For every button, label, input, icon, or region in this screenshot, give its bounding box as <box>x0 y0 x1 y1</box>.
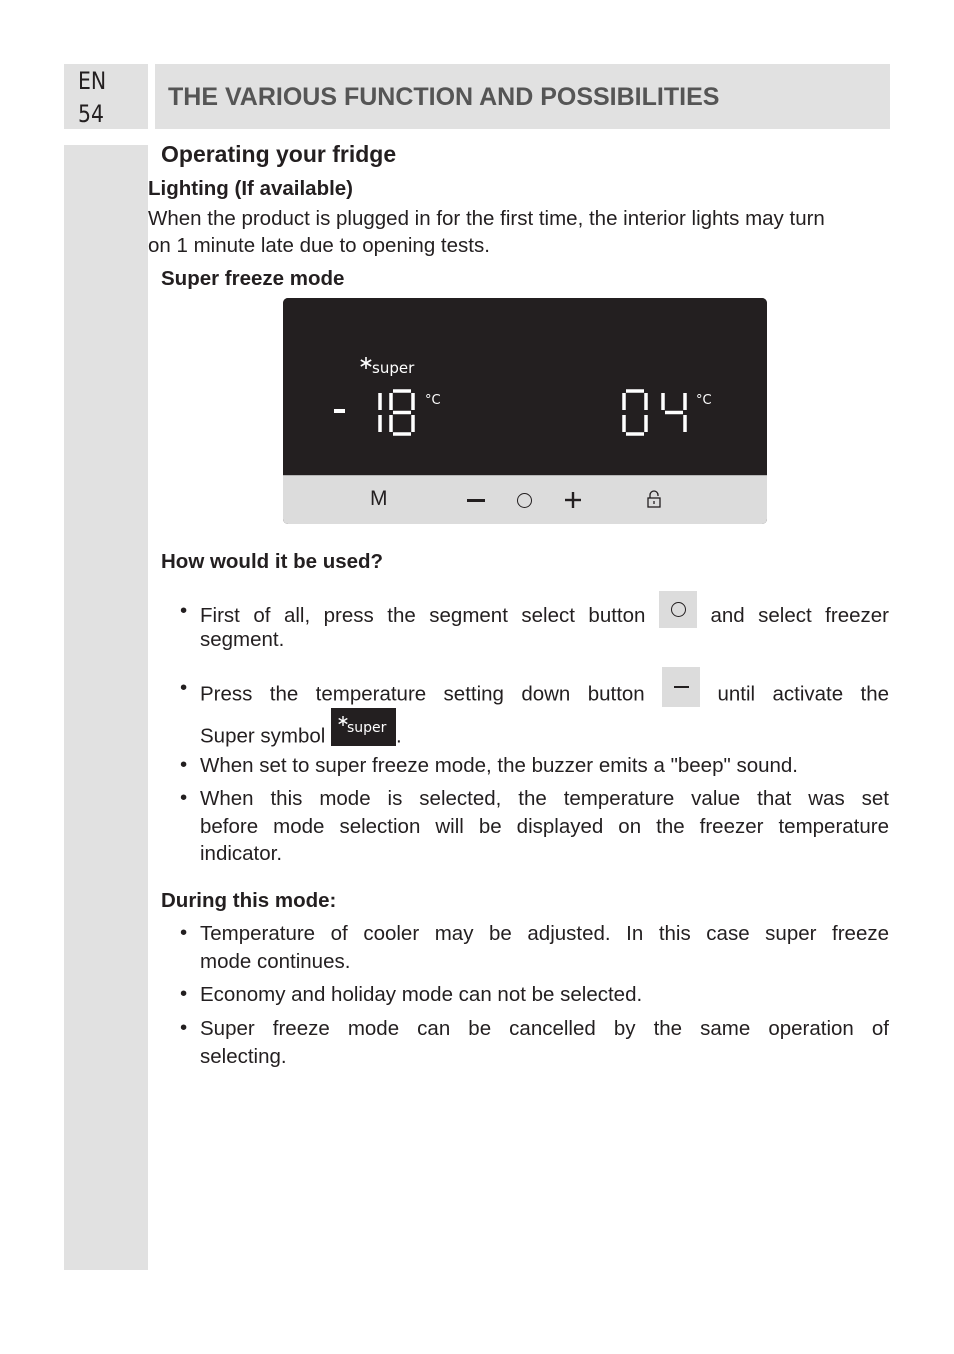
bullet: • <box>180 599 188 622</box>
freezer-digit-8 <box>391 391 413 434</box>
mode-button-label: M <box>370 487 388 510</box>
during-item-3-line1: Super freeze mode can be cancelled by the same operation of <box>200 1017 889 1040</box>
during-item-3-line2: selecting. <box>200 1045 287 1068</box>
how-used-item-1-line1: First of all, press the segment select button and select freezer <box>200 598 889 635</box>
plus-button[interactable] <box>563 490 583 510</box>
minus-button[interactable] <box>467 499 485 502</box>
button-bar <box>283 475 767 524</box>
lock-icon[interactable] <box>646 489 662 509</box>
how-used-item-1-line2: segment. <box>200 628 285 651</box>
fridge-digit-4 <box>663 393 685 432</box>
during-item-2: Economy and holiday mode can not be selected. <box>200 983 643 1006</box>
minus-button-icon <box>662 667 700 707</box>
lighting-text-line1: When the product is plugged in for the first time, the interior lights may turn <box>148 207 825 230</box>
during-heading: During this mode: <box>161 889 337 912</box>
how-used-item-2-line2: Super symbol super . <box>200 718 889 756</box>
during-item-1-line2: mode continues. <box>200 950 351 973</box>
lighting-text-line2: on 1 minute late due to opening tests. <box>148 234 490 257</box>
bullet: • <box>180 786 188 809</box>
display-screen <box>283 298 767 475</box>
mode-button[interactable] <box>370 487 388 511</box>
bullet: • <box>180 676 188 699</box>
during-item-1-line1: Temperature of cooler may be adjusted. In this case super freeze <box>200 922 889 945</box>
super-symbol-label: super <box>347 720 387 736</box>
how-used-item-3: When set to super freeze mode, the buzzer emits a "beep" sound. <box>200 754 798 777</box>
side-strip <box>64 145 148 1270</box>
segment-select-button[interactable] <box>517 493 532 508</box>
super-label: super <box>372 359 415 377</box>
how-used-item-2-line1: Press the temperature setting down button until activate the <box>200 675 889 715</box>
bullet: • <box>180 982 188 1005</box>
segment-select-button-icon <box>659 591 697 628</box>
bullet: • <box>180 753 188 776</box>
snowflake-icon <box>361 357 371 369</box>
how-used-item-4-line3: indicator. <box>200 842 283 865</box>
control-display-panel <box>283 298 767 524</box>
bullet: • <box>180 1016 188 1039</box>
fridge-unit: °C <box>696 393 712 408</box>
how-used-heading: How would it be used? <box>161 550 384 573</box>
super-freeze-heading: Super freeze mode <box>161 267 345 290</box>
page-number: 54 <box>78 100 104 128</box>
section-title: Operating your fridge <box>161 141 397 167</box>
fridge-digit-0 <box>624 391 646 434</box>
language-code: EN <box>78 67 107 95</box>
super-symbol-icon <box>331 708 396 746</box>
bullet: • <box>180 921 188 944</box>
page-title: THE VARIOUS FUNCTION AND POSSIBILITIES <box>168 83 720 111</box>
lighting-heading: Lighting (If available) <box>148 177 354 200</box>
how-used-item-4-line2: before mode selection will be displayed on the freezer temperature <box>200 815 889 838</box>
freezer-unit: °C <box>425 393 441 408</box>
how-used-item-4-line1: When this mode is selected, the temperature value that was set <box>200 787 889 810</box>
